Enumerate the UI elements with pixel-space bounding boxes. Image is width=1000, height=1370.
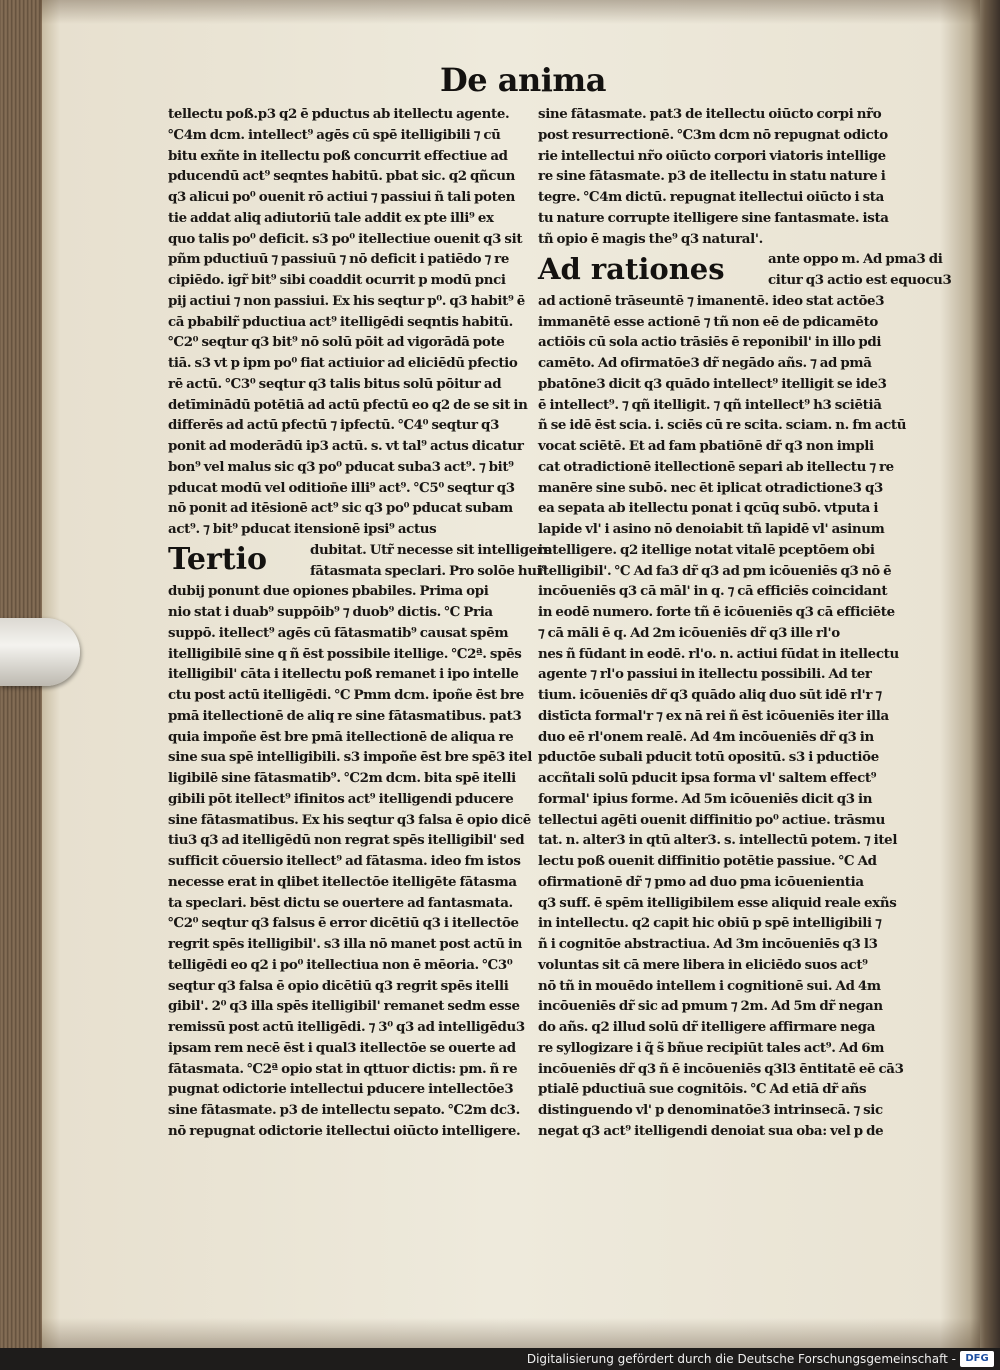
- text-line: bon⁹ vel malus sic q3 po⁰ pducat suba3 act⁹. ⁊ bit⁹: [168, 458, 514, 475]
- text-line: itelligibil'. ℃ Ad fa3 dr̃ q3 ad pm icōueniēs q3 nō ē: [538, 562, 892, 579]
- dfg-logo: DFG: [960, 1351, 994, 1367]
- ad-rationes-heading: Ad rationes: [538, 252, 725, 287]
- text-line: pugnat odictorie intellectui pducere intellectōe3: [168, 1081, 514, 1098]
- tertio-section: [168, 540, 552, 582]
- text-line: nō ponit ad itēsionē act⁹ sic q3 po⁰ pducat subam: [168, 500, 513, 517]
- text-line: ad actionē trāseuntē ⁊ imanentē. ideo stat actōe3: [538, 292, 885, 309]
- text-line: vocat sciētē. Et ad fam pbatiōnē dr̃ q3 non impli: [538, 438, 874, 454]
- text-line: tellectu poß.p3 q2 ē pductus ab itellectu agente.: [168, 106, 510, 122]
- text-line: ℃4m dcm. intellect⁹ agēs cū spē itelligibili ⁊ cū: [168, 126, 501, 143]
- text-line: manēre sine subō. nec ēt iplicat otradictione3 q3: [538, 479, 883, 496]
- text-line: quia impoñe ēst bre pmā itellectionē de aliqua re: [168, 728, 514, 745]
- text-line: sine sua spē intelligibili. s3 impoñe ēst bre spē3 itel: [168, 749, 532, 766]
- text-line: ipsam rem necē ēst i qual3 itellectōe se ouerte ad: [168, 1039, 516, 1056]
- text-line: necesse erat in qlibet itellectōe itelligēte fātasma: [168, 873, 517, 890]
- text-line: seqtur q3 falsa ē opio dicētiū q3 regrit spēs itelli: [168, 977, 509, 994]
- text-line: in eodē numero. forte tñ ē icōueniēs q3 cā efficiēte: [538, 604, 895, 620]
- left-column-top-text: [168, 104, 528, 540]
- text-line: telligēdi eo q2 i po⁰ itellectiua non ē mēoria. ℃3⁰: [168, 956, 513, 973]
- text-line: nō tñ in mouēdo intellem i cognitionē sui. Ad 4m: [538, 977, 881, 994]
- text-line: rie intellectui nr̃o oiūcto corpori viatoris intellige: [538, 147, 886, 164]
- text-line: regrit spēs itelligibil'. s3 illa nō manet post actū in: [168, 936, 523, 952]
- text-line: ante oppo m. Ad pma3 di: [768, 251, 943, 268]
- text-line: negat q3 act⁹ itelligendi denoiat sua oba: vel p de: [538, 1122, 884, 1139]
- text-line: ea sepata ab itellectu ponat i qcūq subō. vtputa i: [538, 500, 879, 517]
- text-line: sine fātasmatibus. Ex his seqtur q3 falsa ē opio dicē: [168, 811, 531, 828]
- text-line: quo talis po⁰ deficit. s3 po⁰ itellectiue ouenit q3 sit: [168, 230, 523, 247]
- text-line: pducat modū vel odition̄e illi⁹ act⁹. ℃5⁰ seqtur q3: [168, 479, 515, 496]
- text-line: ctu post actū itelligēdi. ℃ Pmm dcm. ipoñe ēst bre: [168, 687, 524, 703]
- text-line: citur q3 actio est equocu3: [768, 272, 952, 288]
- text-line: nio stat i duab⁹ suppōib⁹ ⁊ duob⁹ dictis. ℃ Pria: [168, 604, 493, 620]
- text-line: differēs ad actū pfectū ⁊ ipfectū. ℃4⁰ seqtur q3: [168, 417, 500, 434]
- text-line: fātasmata speclari. Pro solōe hui⁹: [310, 562, 547, 579]
- text-line: cat otradictionē itellectionē separi ab itellectu ⁊ re: [538, 458, 894, 475]
- text-line: incōueniēs dr̃ sic ad pmum ⁊ 2m. Ad 5m dr̃ negan: [538, 998, 883, 1015]
- text-line: tiu3 q3 ad itelligēdū non regrat spēs itelligibil' sed: [168, 832, 525, 849]
- text-line: actiōis cū sola actio trāsiēs ē reponibil' in illo pdi: [538, 334, 882, 351]
- text-line: ℃2⁰ seqtur q3 falsus ē error dicētiū q3 i itellectōe: [168, 915, 519, 932]
- text-line: lectu poß ouenit diffinitio potētie passiue. ℃ Ad: [538, 853, 877, 869]
- text-line: pducendū act⁹ seqntes habitū. pbat sic. q2 qñcun: [168, 168, 515, 185]
- text-line: incōueniēs dr̃ q3 ñ ē incōueniēs q3l3 ēntitatē eē cā3: [538, 1060, 904, 1077]
- right-column-bottom-text: [538, 291, 907, 1142]
- text-line: in intellectu. q2 capit hic obiū p spē intelligibili ⁊: [538, 915, 882, 932]
- text-line: detīminādū potētiā ad actū pfectū eo q2 de se sit in: [168, 396, 528, 413]
- text-line: pductōe subali pducit totū opositū. s3 i pductiōe: [538, 749, 879, 766]
- text-line: tegre. ℃4m dictū. repugnat itellectui oiūcto i sta: [538, 189, 884, 205]
- text-line: voluntas sit cā mere libera in eliciēdo suos act⁹: [538, 956, 868, 973]
- text-line: post resurrectionē. ℃3m dcm nō repugnat odicto: [538, 126, 888, 143]
- text-line: itelligibilē sine q ñ ēst possibile itellige. ℃2ª. spēs: [168, 645, 522, 662]
- text-line: sine fātasmate. pat3 de itellectu oiūcto corpi nr̃o: [538, 106, 882, 122]
- text-line: formal' ipius forme. Ad 5m icōueniēs dicit q3 in: [538, 790, 873, 807]
- book-clasp: [0, 618, 80, 686]
- footer-credit: Digitalisierung gefördert durch die Deutsche Forschungsgemeinschaft -: [526, 1352, 956, 1366]
- text-line: agente ⁊ rl'o passiui in itellectu possibili. Ad ter: [538, 666, 872, 683]
- right-column-top-text: [538, 104, 889, 249]
- left-column-bottom-text: [168, 581, 532, 1141]
- text-line: tium. icōueniēs dr̃ q3 quādo aliq duo sūt idē rl'r ⁊: [538, 687, 882, 703]
- text-line: tu nature corrupte itelligere sine fantasmate. ista: [538, 209, 889, 226]
- text-line: re syllogizare i q̃ s̃ bñue recipiūt tales act⁹. Ad 6m: [538, 1039, 885, 1056]
- text-line: rē actū. ℃3⁰ seqtur q3 talis bitus solū pōitur ad: [168, 375, 502, 392]
- text-line: itelligibil' cāta i itellectu poß remanet i ipo intelle: [168, 666, 519, 683]
- text-line: q3 alicui po⁰ ouenit rō actiui ⁊ passiui ñ tali poten: [168, 189, 516, 205]
- text-line: pij actiui ⁊ non passiui. Ex his seqtur p⁰. q3 habit⁹ ē: [168, 292, 525, 309]
- text-line: sine fātasmate. p3 de intellectu sepato. ℃2m dc3.: [168, 1102, 520, 1118]
- text-line: duo eē rl'onem realē. Ad 4m incōueniēs dr̃ q3 in: [538, 728, 874, 745]
- text-line: camēto. Ad ofirmatōe3 dr̃ negādo añs. ⁊ ad pmā: [538, 355, 872, 371]
- text-line: pbatōne3 dicit q3 quādo intellect⁹ itelligit se ide3: [538, 375, 887, 392]
- text-line: ñ se idē ēst scia. i. sciēs cū re scita. sciam. n. fm actū: [538, 417, 907, 434]
- text-line: ta speclari. bēst dictu se ouertere ad fantasmata.: [168, 894, 513, 911]
- text-line: cipiēdo. igr̃ bit⁹ sibi coaddit ocurrit p modū pnci: [168, 272, 506, 288]
- text-line: pmā itellectionē de aliq re sine fātasmatibus. pat3: [168, 707, 522, 724]
- text-line: distīcta formal'r ⁊ ex nā rei ñ ēst icōueniēs iter illa: [538, 707, 889, 724]
- text-line: tñ opio ē magis the⁹ q3 natural'.: [538, 230, 763, 247]
- text-line: distinguendo vl' p denominatōe3 intrinsecā. ⁊ sic: [538, 1102, 883, 1118]
- text-line: nō repugnat odictorie itellectui oiūcto intelligere.: [168, 1122, 521, 1139]
- text-line: cā pbabilr̃ pductiua act⁹ itelligēdi seqntis habitū.: [168, 313, 513, 330]
- text-line: ofirmationē dr̃ ⁊ pmo ad duo pma icōuenientia: [538, 873, 864, 890]
- text-line: sufficit cōuersio itellect⁹ ad fātasma. ideo fm istos: [168, 853, 521, 869]
- text-line: ponit ad moderādū ip3 actū. s. vt tal⁹ actus dicatur: [168, 438, 524, 454]
- page-shadow-bottom: [40, 1318, 980, 1348]
- text-line: immanētē esse actionē ⁊ tñ non eē de pdicamēto: [538, 313, 879, 330]
- text-line: incōueniēs q3 cā māl' in q. ⁊ cā efficiēs coincidant: [538, 583, 888, 600]
- text-line: suppō. itellect⁹ agēs cū fātasmatib⁹ causat spēm: [168, 624, 509, 641]
- right-column: [538, 104, 952, 1142]
- text-line: dubij ponunt due opiones pbabiles. Prima opi: [168, 583, 489, 600]
- text-line: ñ i cognitōe abstractiua. Ad 3m incōueniēs q3 l3: [538, 936, 878, 952]
- text-line: lapide vl' i asino nō denoiabit tñ lapidē vl' asinum: [538, 521, 885, 537]
- text-line: act⁹. ⁊ bit⁹ pducat itensionē ipsi⁹ actus: [168, 521, 437, 537]
- tertio-heading: Tertio: [168, 541, 268, 577]
- text-line: remissū post actū itelligēdi. ⁊ 3⁰ q3 ad intelligēdu3: [168, 1019, 525, 1035]
- text-line: fātasmata. ℃2ª opio stat in qttuor dictis: pm. ñ re: [168, 1060, 518, 1077]
- text-line: gibili pōt itellect⁹ ifinitos act⁹ itelligendi pducere: [168, 790, 514, 807]
- text-line: ē intellect⁹. ⁊ qñ itelligit. ⁊ qñ intellect⁹ h3 sciētiā: [538, 396, 882, 413]
- text-line: accñtali solū pducit ipsa forma vl' saltem effect⁹: [538, 770, 877, 786]
- text-line: do añs. q2 illud solū dr̃ itelligere affirmare nega: [538, 1019, 876, 1035]
- text-line: ligibilē sine fātasmatib⁹. ℃2m dcm. bita spē itelli: [168, 770, 516, 786]
- text-line: ptialē pductiuā sue cognitōis. ℃ Ad etiā dr̃ añs: [538, 1081, 867, 1098]
- text-line: bitu exñte in itellectu poß concurrit effectiue ad: [168, 147, 508, 164]
- text-line: dubitat. Utr̃ necesse sit intelligere: [310, 541, 552, 558]
- left-column: [168, 104, 552, 1142]
- text-line: tellectui agēti ouenit diffinitio po⁰ actiue. trāsmu: [538, 811, 885, 828]
- ad-rationes-section: [538, 249, 952, 291]
- text-line: gibil'. 2⁰ q3 illa spēs itelligibil' remanet sedm esse: [168, 998, 520, 1015]
- text-line: tie addat aliq adiutoriū tale addit ex pte illi⁹ ex: [168, 209, 494, 226]
- footer-bar: [0, 1348, 1000, 1370]
- text-line: tat. n. alter3 in qtū alter3. s. intellectū potem. ⁊ itel: [538, 832, 898, 849]
- page-shadow-top: [40, 0, 980, 24]
- text-line: intelligere. q2 itellige notat vitalē pceptōem obi: [538, 541, 875, 558]
- text-line: ℃2⁰ seqtur q3 bit⁹ nō solū pōit ad vigorādā pote: [168, 334, 505, 351]
- text-line: q3 suff. ē spēm itelligibilem esse aliquid reale exñs: [538, 894, 897, 911]
- running-head: De anima: [440, 61, 606, 99]
- text-line: re sine fātasmate. p3 de itellectu in statu nature i: [538, 168, 886, 185]
- text-line: tiā. s3 vt p ipm po⁰ fiat actiuior ad eliciēdū pfectio: [168, 355, 518, 371]
- text-line: pñm pductiuū ⁊ passiuū ⁊ nō deficit i patiēdo ⁊ re: [168, 251, 509, 268]
- text-line: ⁊ cā māli ē q. Ad 2m icōueniēs dr̃ q3 ille rl'o: [538, 624, 840, 641]
- text-line: nes ñ fūdant in eodē. rl'o. n. actiui fūdat in itellectu: [538, 645, 899, 662]
